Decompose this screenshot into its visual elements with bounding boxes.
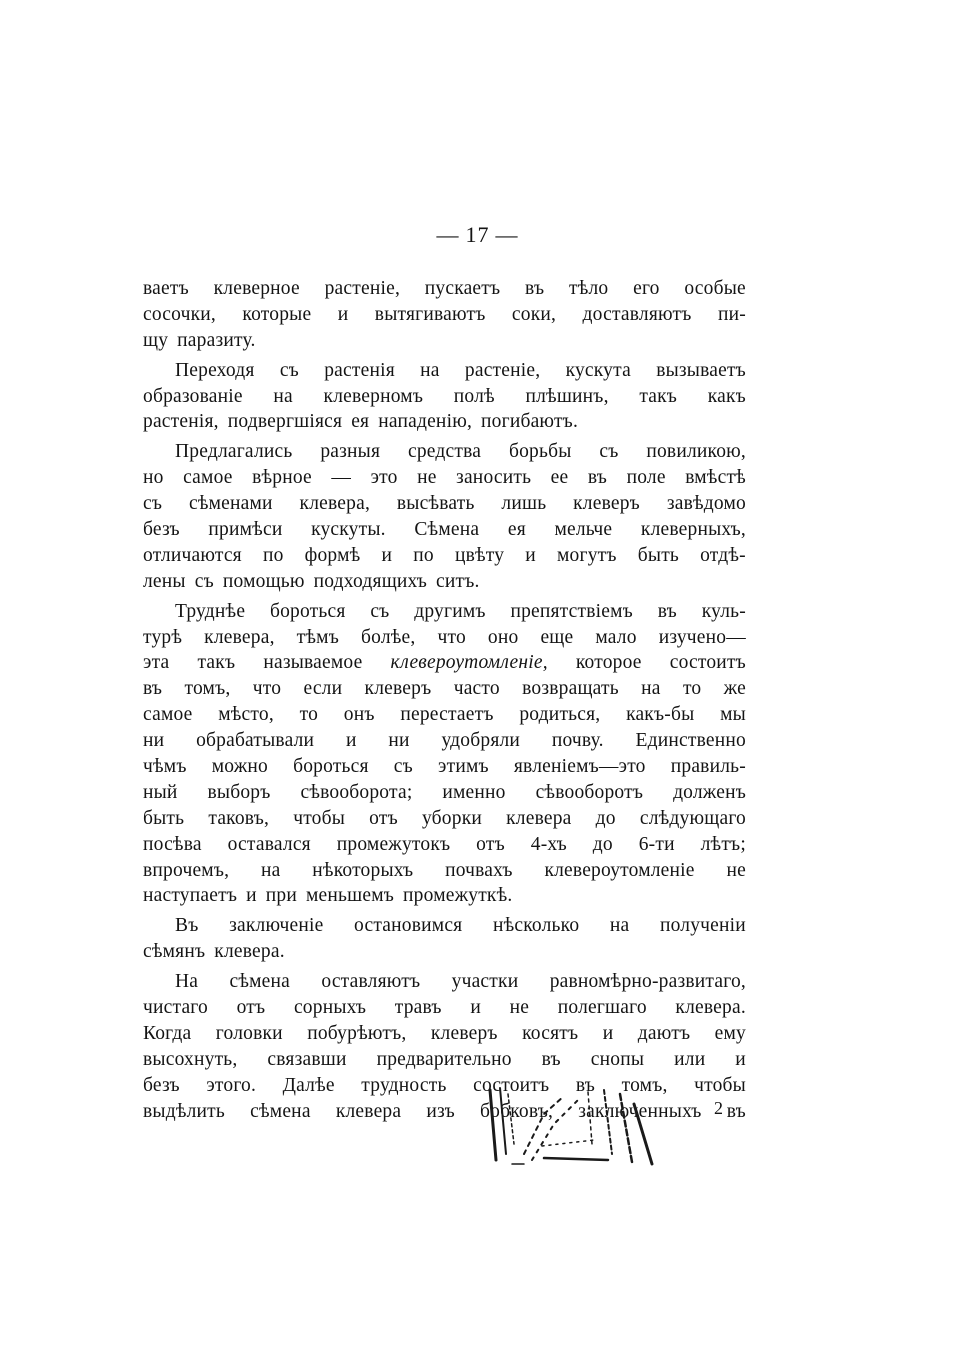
word: явленіемъ—это [513, 756, 646, 778]
word: Въ [175, 915, 199, 937]
word: оставляютъ [321, 971, 421, 993]
word: уборки [421, 807, 483, 829]
word: чѣмъ [143, 756, 187, 778]
word: не [509, 997, 530, 1019]
word: то [682, 678, 702, 700]
word: слѣдующаго [639, 807, 746, 829]
word: ея [351, 411, 370, 433]
word: 4-хъ [530, 833, 567, 855]
word: образованіе [143, 385, 243, 407]
text-line [143, 409, 746, 435]
word: самое [143, 704, 193, 726]
word: не [726, 859, 746, 881]
word: даютъ [637, 1022, 691, 1044]
word: выдѣлить [143, 1100, 225, 1122]
word: клеверъ [430, 1022, 498, 1044]
word: кускуты. [311, 519, 386, 541]
word: обрабатывали [196, 730, 315, 752]
word: нѣсколько [492, 915, 580, 937]
text-line [143, 939, 746, 965]
word: На [175, 971, 199, 993]
word: называемое [263, 652, 363, 674]
word: мельче [554, 519, 613, 541]
word: завѣдомо [666, 493, 746, 515]
word: растенія, [143, 411, 219, 433]
word: отдѣ- [700, 544, 746, 566]
word: доставляютъ [582, 303, 692, 325]
text-line [143, 995, 746, 1021]
word: на [261, 859, 281, 881]
word: травъ [394, 997, 442, 1019]
word: клеверъ [573, 493, 640, 515]
word: болѣе, [361, 626, 416, 648]
word: можно [211, 756, 268, 778]
word: въ [657, 600, 677, 622]
body-text [143, 276, 746, 1125]
word: часто [453, 678, 500, 700]
word: могутъ [557, 544, 617, 566]
word: удобряли [441, 730, 521, 752]
word: растеніе, [324, 278, 401, 299]
word: снопы [590, 1048, 645, 1070]
word: лены [143, 570, 186, 592]
word: отличаются [143, 544, 242, 566]
word: именно [442, 781, 506, 803]
text-line [143, 858, 746, 884]
word: клевера. [214, 941, 285, 963]
word: вызываетъ [656, 359, 746, 381]
word: кускута [565, 359, 631, 381]
word: промежутокъ [336, 833, 451, 855]
word: по [413, 544, 434, 566]
word: съ [393, 756, 413, 778]
word: нѣкоторыхъ [312, 859, 414, 881]
word: мѣсто, [218, 704, 274, 726]
word: съ [279, 359, 299, 381]
word: безъ [143, 1074, 180, 1096]
word: остановимся [354, 915, 463, 937]
word: погибаютъ. [481, 411, 579, 433]
word: и [246, 885, 257, 907]
word: сѣмянъ [143, 941, 206, 963]
word: изучено— [658, 626, 746, 648]
word: чтобы [293, 807, 346, 829]
word: клеверныхъ, [640, 519, 746, 541]
word: которые [242, 303, 312, 325]
word: клеверномъ [323, 385, 424, 407]
word: и [337, 303, 349, 325]
word: отъ [476, 833, 505, 855]
word: и [525, 544, 536, 566]
text-line [143, 754, 746, 780]
word: съ [194, 570, 214, 592]
word: сѣвооборотъ [535, 781, 644, 803]
word: это [370, 467, 398, 489]
word: пускаетъ [424, 278, 501, 299]
dash-left: — [436, 222, 460, 247]
word: перестаетъ [400, 704, 494, 726]
word: вытягиваютъ [374, 303, 486, 325]
word: не [417, 467, 437, 489]
word: равномѣрно-развитаго, [549, 971, 746, 993]
word: на [641, 678, 661, 700]
word: вѣрное [252, 467, 312, 489]
word: меньшемъ [306, 885, 395, 907]
word: пи- [717, 303, 746, 325]
word: Переходя [175, 359, 255, 381]
word: отъ [236, 997, 266, 1019]
word: правиль- [670, 756, 746, 778]
word: долженъ [673, 781, 746, 803]
word: сѣвооборота; [300, 781, 413, 803]
word: Единственно [635, 730, 746, 752]
word: томъ, [184, 678, 231, 700]
word: щу [143, 329, 169, 351]
word: еще [540, 626, 574, 648]
text-line [143, 543, 746, 569]
word: клевероутомленіе [544, 859, 695, 881]
word: особые [684, 278, 746, 299]
page-number [0, 222, 955, 248]
word: съ [370, 600, 390, 622]
word: Сѣмена [414, 519, 480, 541]
word: вмѣстѣ [685, 467, 746, 489]
word: въ [541, 1048, 561, 1070]
text-line [143, 599, 746, 625]
word: ему [714, 1022, 746, 1044]
word: сѣмена [250, 1100, 311, 1122]
word: эта [143, 652, 170, 674]
word: высѣвать [396, 493, 475, 515]
word: сосочки, [143, 303, 216, 325]
word: съ [143, 493, 163, 515]
word: паразиту. [177, 329, 256, 351]
word: на [273, 385, 293, 407]
text-line [143, 728, 746, 754]
word: бороться [269, 600, 346, 622]
word: высохнуть, [143, 1048, 238, 1070]
word: чтобы [694, 1074, 746, 1096]
text-line [143, 806, 746, 832]
word: ситъ. [436, 570, 480, 592]
word: заключенныхъ [578, 1100, 702, 1122]
word: родиться, [519, 704, 601, 726]
word: полученіи [659, 915, 746, 937]
word: Предлагались [175, 441, 293, 463]
word: въ [525, 278, 545, 299]
word: онъ [343, 704, 375, 726]
word: участки [451, 971, 519, 993]
dash-right: — [495, 222, 519, 247]
word: препятствіемъ [510, 600, 633, 622]
text-line [143, 883, 746, 909]
word: такъ [197, 652, 236, 674]
word: растеніе, [464, 359, 541, 381]
word: турѣ [143, 626, 183, 648]
text-line [143, 569, 746, 595]
word: на [420, 359, 440, 381]
word: клевероутомленіе, [390, 652, 548, 674]
text-line [143, 832, 746, 858]
word: ный [143, 781, 178, 803]
word: этого. [206, 1074, 257, 1096]
word: въ [575, 1074, 596, 1096]
word: средства [408, 441, 482, 463]
word: такъ [639, 385, 678, 407]
word: ее [550, 467, 569, 489]
word: самое [183, 467, 233, 489]
text-line [143, 491, 746, 517]
word: въ [587, 467, 608, 489]
text-line [143, 328, 746, 354]
word: головки [215, 1022, 283, 1044]
word: косятъ [522, 1022, 579, 1044]
word: борьбы [508, 441, 572, 463]
word: при [265, 885, 297, 907]
text-line [143, 276, 746, 302]
text-line [143, 302, 746, 328]
text-line [143, 625, 746, 651]
word: этимъ [438, 756, 489, 778]
word: соки, [511, 303, 557, 325]
word: быть [143, 807, 185, 829]
word: въ [726, 1100, 746, 1122]
word: посѣва [143, 833, 202, 855]
word: изъ [426, 1100, 455, 1122]
word: плѣшинъ, [525, 385, 609, 407]
word: Когда [143, 1022, 192, 1044]
word: если [303, 678, 343, 700]
word: съ [599, 441, 619, 463]
text-line [143, 384, 746, 410]
word: его [633, 278, 660, 299]
word: 6-ти [638, 833, 675, 855]
text-line [143, 702, 746, 728]
word: ни [143, 730, 165, 752]
word: отъ [369, 807, 398, 829]
word: Труднѣе [175, 600, 246, 622]
word: ея [507, 519, 526, 541]
word: что [437, 626, 466, 648]
word: которое [575, 652, 642, 674]
word: растенія [324, 359, 395, 381]
word: или [674, 1048, 706, 1070]
word: предварительно [376, 1048, 512, 1070]
word: промежуткѣ. [403, 885, 513, 907]
word: тѣло [568, 278, 609, 299]
word: но [143, 467, 164, 489]
word: томъ, [621, 1074, 668, 1096]
word: наступаетъ [143, 885, 238, 907]
text-line [143, 358, 746, 384]
word: и [381, 544, 393, 566]
word: полегшаго [557, 997, 647, 1019]
word: ни [388, 730, 410, 752]
word: клевера [506, 807, 572, 829]
text-line [143, 780, 746, 806]
word: — [331, 467, 352, 489]
word: впрочемъ, [143, 859, 230, 881]
word: почвахъ [445, 859, 513, 881]
text-line [143, 650, 746, 676]
text-line [143, 676, 746, 702]
word: заносить [456, 467, 532, 489]
word: помощью [222, 570, 305, 592]
word: клевера, [204, 626, 275, 648]
word: бобковъ, [480, 1100, 554, 1122]
text-line [143, 439, 746, 465]
word: нападенію, [378, 411, 473, 433]
text-line [143, 969, 746, 995]
text-line [143, 465, 746, 491]
word: клеверное [213, 278, 300, 299]
word: полѣ [453, 385, 495, 407]
word: сѣмена [229, 971, 291, 993]
word: Далѣе [282, 1074, 335, 1096]
word: и [735, 1048, 746, 1070]
word: что [252, 678, 282, 700]
word: связавши [267, 1048, 347, 1070]
word: какъ-бы [626, 704, 695, 726]
word: до [595, 807, 616, 829]
text-line [143, 517, 746, 543]
library-stamp [484, 1084, 662, 1168]
word: выборъ [207, 781, 271, 803]
word: мы [720, 704, 746, 726]
word: разныя [320, 441, 381, 463]
word: оставался [227, 833, 311, 855]
word: безъ [143, 519, 180, 541]
word: таковъ, [208, 807, 270, 829]
word: какъ [707, 385, 746, 407]
word: клевера. [675, 997, 746, 1019]
word: состоитъ [473, 1074, 550, 1096]
text-line [143, 913, 746, 939]
word: поле [626, 467, 666, 489]
word: на [609, 915, 630, 937]
word: и [470, 997, 481, 1019]
word: другимъ [414, 600, 486, 622]
text-line [143, 1021, 746, 1047]
page-number-value: 17 [465, 222, 490, 247]
word: быть [637, 544, 680, 566]
word: и [345, 730, 357, 752]
word: клевера, [299, 493, 371, 515]
word: формѣ [304, 544, 361, 566]
word: примѣси [208, 519, 283, 541]
word: побурѣютъ, [307, 1022, 407, 1044]
word: подходящихъ [313, 570, 428, 592]
signature-mark: 2 [714, 1098, 723, 1118]
text-line [143, 1047, 746, 1073]
word: по [262, 544, 284, 566]
word: повиликою, [646, 441, 746, 463]
word: оно [487, 626, 519, 648]
word: въ [143, 678, 163, 700]
word: трудность [361, 1074, 447, 1096]
word: сорныхъ [293, 997, 367, 1019]
word: возвращать [522, 678, 619, 700]
word: лѣтъ; [700, 833, 746, 855]
word: то [299, 704, 319, 726]
word: тѣмъ [296, 626, 339, 648]
word: мало [595, 626, 637, 648]
word: почву. [551, 730, 604, 752]
word: чистаго [143, 997, 208, 1019]
word: заключеніе [229, 915, 324, 937]
word: и [602, 1022, 614, 1044]
word: до [592, 833, 613, 855]
word: же [723, 678, 746, 700]
word: подвергшіяся [227, 411, 343, 433]
word: бороться [293, 756, 369, 778]
word: ваетъ [143, 278, 189, 299]
word: клеверъ [364, 678, 432, 700]
word: клевера [335, 1100, 402, 1122]
word: сѣменами [188, 493, 273, 515]
word: куль- [701, 600, 746, 622]
word: цвѣту [454, 544, 505, 566]
word: состоитъ [669, 652, 746, 674]
word: лишь [501, 493, 547, 515]
